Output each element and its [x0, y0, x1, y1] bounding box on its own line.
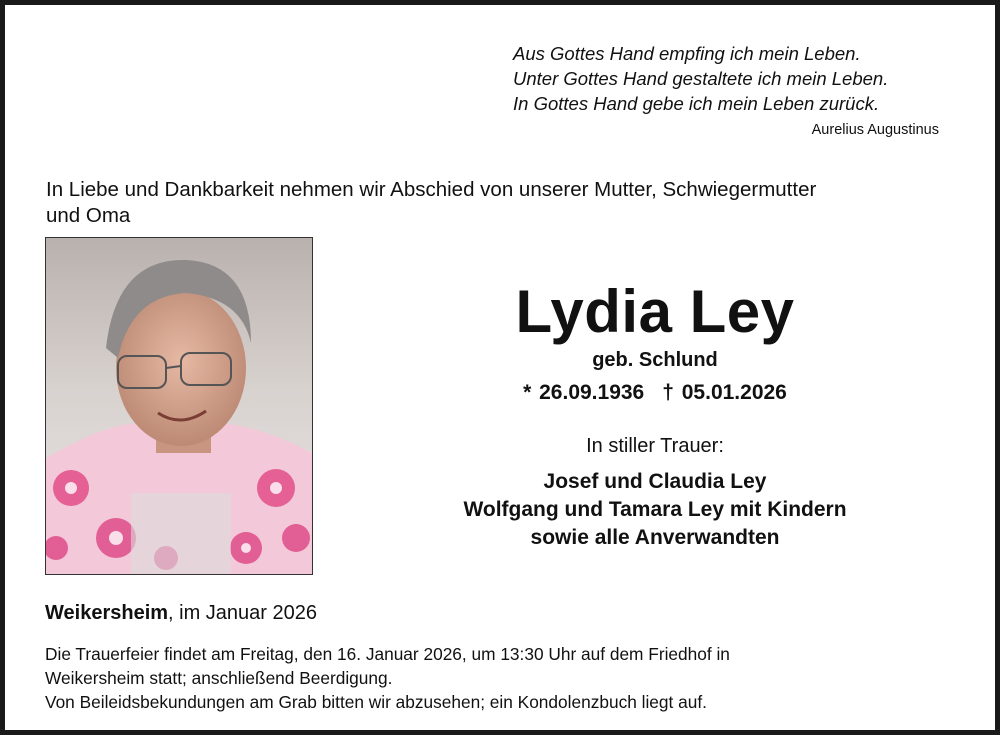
intro-line: und Oma — [46, 204, 131, 227]
obituary-card — [5, 5, 995, 730]
note-line: Weikersheim statt; anschließend Beerdigung. — [45, 668, 393, 688]
quote-author: Aurelius Augustinus — [811, 122, 939, 138]
deceased-name: Lydia Ley — [515, 278, 795, 345]
mourner-line: Wolfgang und Tamara Ley mit Kindern — [463, 498, 847, 521]
mourners-heading: In stiller Trauer: — [586, 435, 724, 457]
month-year: , im Januar 2026 — [168, 602, 318, 624]
quote — [513, 41, 888, 116]
birth-date: * 26.09.1936 — [523, 381, 645, 404]
life-dates — [405, 381, 905, 405]
intro-text — [46, 177, 966, 229]
note-line: Die Trauerfeier findet am Freitag, den 16. Januar 2026, um 13:30 Uhr auf dem Friedhof in — [45, 644, 730, 664]
quote-line: Aus Gottes Hand empfing ich mein Leben. — [513, 43, 861, 64]
place-date — [45, 602, 317, 625]
mourners-list — [405, 468, 905, 552]
portrait-illustration — [46, 238, 312, 574]
note-line: Von Beileidsbekundungen am Grab bitten wir abzusehen; ein Kondolenzbuch liegt auf. — [45, 692, 707, 712]
portrait-photo — [45, 237, 313, 575]
mourner-line: sowie alle Anverwandten — [530, 526, 780, 549]
funeral-notes — [45, 642, 730, 714]
mourner-line: Josef und Claudia Ley — [543, 470, 767, 493]
maiden-name: geb. Schlund — [592, 349, 718, 371]
death-date: † 05.01.2026 — [662, 381, 787, 404]
intro-line: In Liebe und Dankbarkeit nehmen wir Abschied von unserer Mutter, Schwiegermutter — [46, 178, 817, 201]
quote-line: In Gottes Hand gebe ich mein Leben zurück. — [513, 93, 880, 114]
quote-line: Unter Gottes Hand gestaltete ich mein Leben. — [513, 68, 889, 89]
town: Weikersheim — [45, 602, 169, 624]
